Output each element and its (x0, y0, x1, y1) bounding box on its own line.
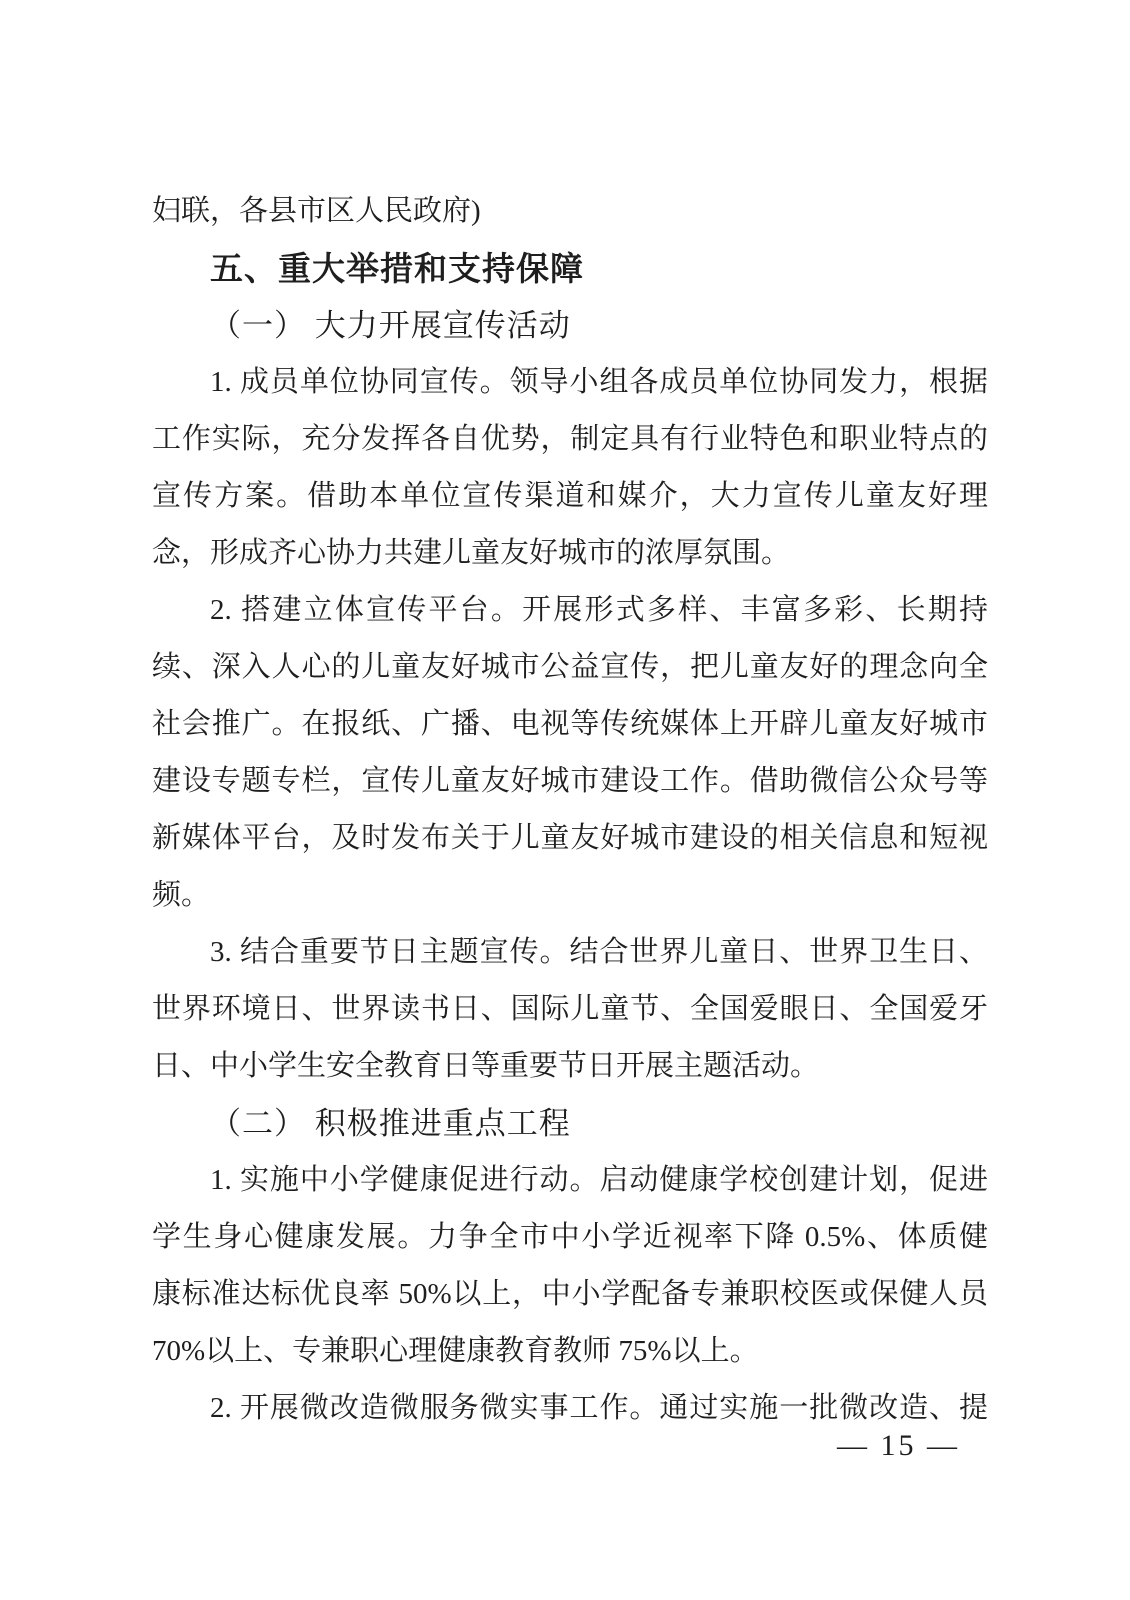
paragraph-line: 康标准达标优良率 50%以上，中小学配备专兼职校医或保健人员 (152, 1278, 988, 1310)
paragraph-line: 世界环境日、世界读书日、国际儿童节、全国爱眼日、全国爱牙 (152, 993, 988, 1025)
paragraph-line: 学生身心健康发展。力争全市中小学近视率下降 0.5%、体质健 (152, 1221, 988, 1253)
paragraph-line: 续、深入人心的儿童友好城市公益宣传，把儿童友好的理念向全 (152, 651, 988, 683)
paragraph-line: 2. 开展微改造微服务微实事工作。通过实施一批微改造、提 (210, 1392, 988, 1424)
continuation-line: 妇联，各县市区人民政府) (152, 195, 481, 227)
paragraph-line: 新媒体平台，及时发布关于儿童友好城市建设的相关信息和短视 (152, 822, 988, 854)
paragraph-line: 70%以上、专兼职心理健康教育教师 75%以上。 (152, 1335, 759, 1367)
paragraph-line: 社会推广。在报纸、广播、电视等传统媒体上开辟儿童友好城市 (152, 708, 988, 740)
section-heading: 五、重大举措和支持保障 (210, 250, 584, 287)
paragraph-line: 1. 成员单位协同宣传。领导小组各成员单位协同发力，根据 (210, 366, 988, 398)
document-body (152, 183, 988, 1437)
subsection-heading-2: （二） 积极推进重点工程 (210, 1106, 571, 1141)
paragraph-line: 工作实际，充分发挥各自优势，制定具有行业特色和职业特点的 (152, 423, 988, 455)
paragraph-line: 日、中小学生安全教育日等重要节日开展主题活动。 (152, 1050, 820, 1082)
paragraph-line: 1. 实施中小学健康促进行动。启动健康学校创建计划，促进 (210, 1164, 988, 1196)
subsection-heading-1: （一） 大力开展宣传活动 (210, 308, 571, 343)
paragraph-line: 念，形成齐心协力共建儿童友好城市的浓厚氛围。 (152, 537, 791, 569)
page-number: — 15 — (837, 1429, 960, 1462)
paragraph-line: 2. 搭建立体宣传平台。开展形式多样、丰富多彩、长期持 (210, 594, 988, 626)
paragraph-line: 3. 结合重要节日主题宣传。结合世界儿童日、世界卫生日、 (210, 936, 988, 968)
paragraph-line: 宣传方案。借助本单位宣传渠道和媒介，大力宣传儿童友好理 (152, 480, 988, 512)
paragraph-line: 频。 (152, 879, 211, 911)
paragraph-line: 建设专题专栏，宣传儿童友好城市建设工作。借助微信公众号等 (152, 765, 988, 797)
